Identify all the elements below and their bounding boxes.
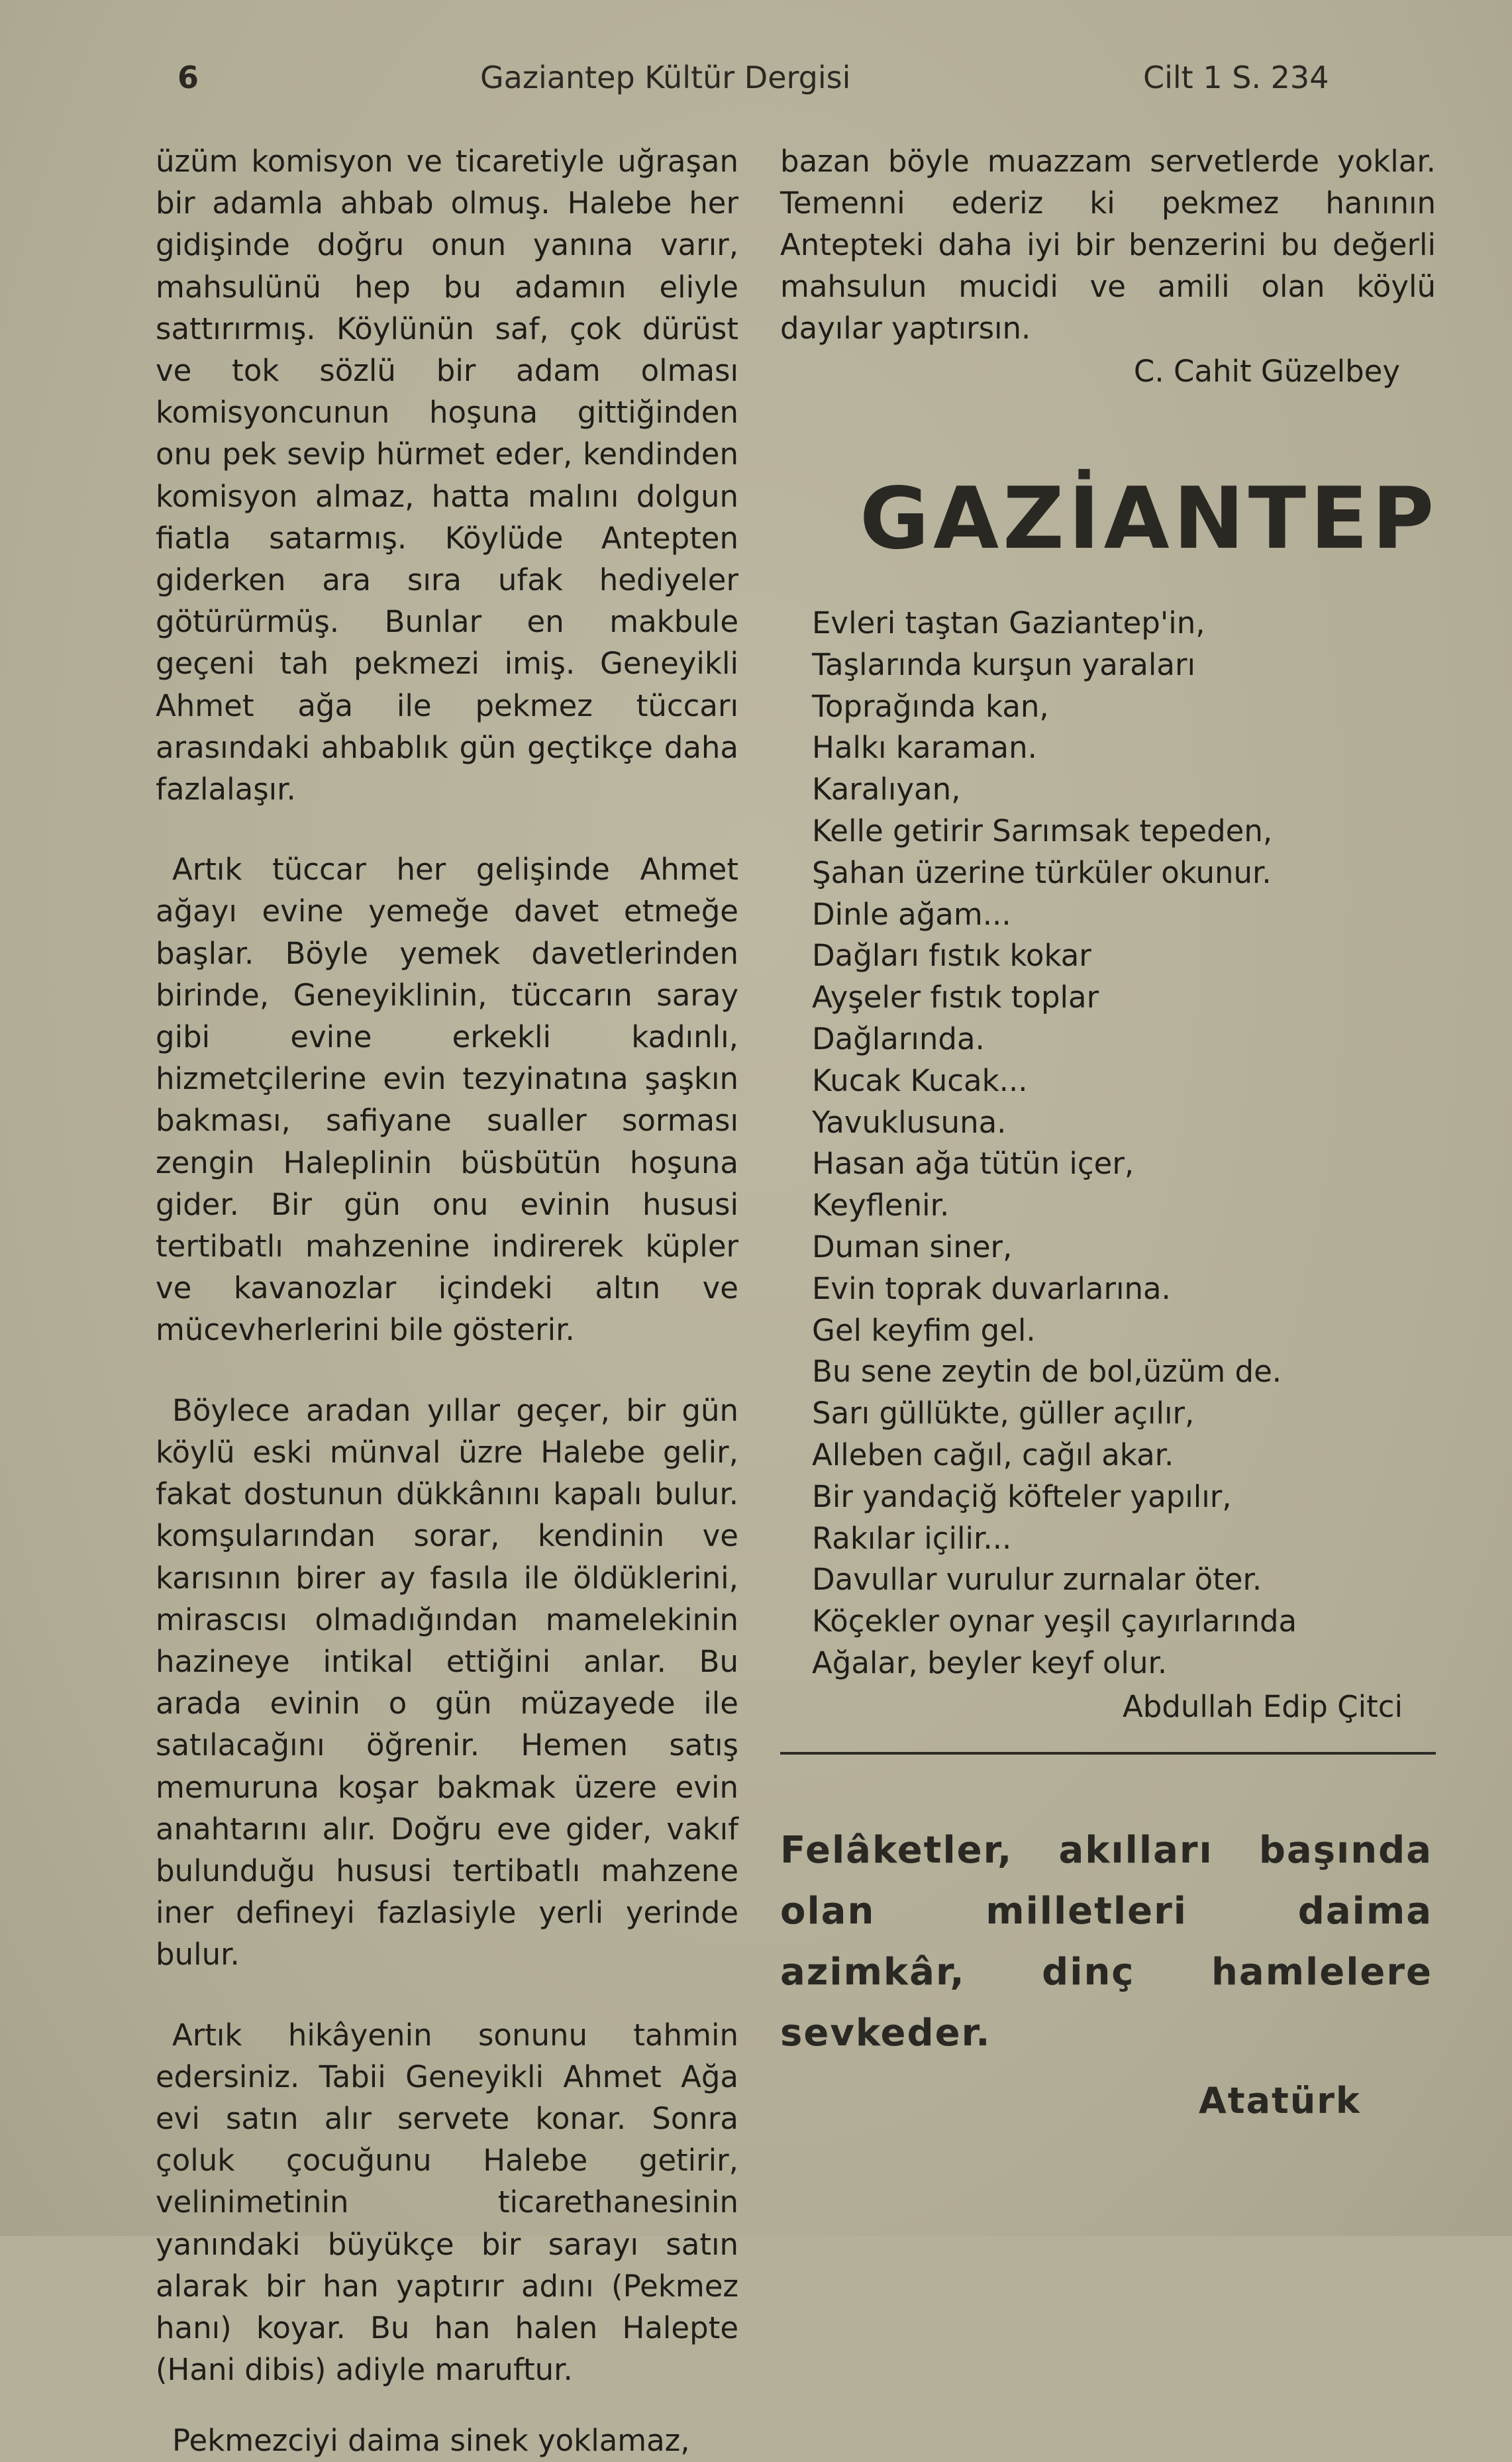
poem-line: Hasan ağa tütün içer, xyxy=(812,1146,1134,1182)
quote-author: Atatürk xyxy=(1199,2080,1361,2122)
poem-line: Evleri taştan Gaziantep'in, xyxy=(812,605,1205,641)
right-column xyxy=(780,140,1436,392)
divider-rule xyxy=(780,1752,1436,1755)
article-continuation: bazan böyle muazzam servetlerde yoklar. Temenni ederiz ki pekmez hanının Antepteki daha iyi bir benzerini bu değerli mahsulun mucidi ve amili olan köylü dayılar yaptırsın. xyxy=(780,144,1436,346)
article-paragraph: Böylece aradan yıllar geçer, bir gün köylü eski münval üzre Halebe gelir, fakat dostunun dükkânını kapalı bulur. komşularından sorar, kendinin ve karısının birer ay fasıla ile öldüklerini, mirascısı olmadığından mamelekinin hazineye intikal ettiğini anlar. Bu arada evinin o gün müzayede ile satılacağını öğrenir. Hemen satış memuruna koşar bakmak üzere evin anahtarını alır. Doğru eve gider, vakıf bulunduğu hususi tertibatlı mahzene iner defineyi fazlasiyle yerli yerinde bulur. xyxy=(156,1392,738,1973)
poem-line: Şahan üzerine türküler okunur. xyxy=(812,854,1272,890)
article-paragraph: Artık hikâyenin sonunu tahmin edersiniz. Tabii Geneyikli Ahmet Ağa evi satın alır servete konar. Sonra çoluk çocuğunu Halebe getirir, velinimetinin ticarethanesinin yanındaki büyükçe bir sarayı satın alarak bir han yaptırır adını (Pekmez hanı) koyar. Bu han halen Halepte (Hani dibis) adiyle maruftur. xyxy=(156,2017,738,2388)
poem-line: Dağları fıstık kokar xyxy=(812,938,1091,974)
poem-title: GAZİANTEP xyxy=(860,470,1438,568)
poem-line: Karalıyan, xyxy=(812,772,961,807)
poem-line: Duman siner, xyxy=(812,1229,1013,1264)
poem-line: Alleben cağıl, cağıl akar. xyxy=(812,1437,1174,1472)
article-paragraph: üzüm komisyon ve ticaretiyle uğraşan bir adamla ahbab olmuş. Halebe her gidişinde doğru onun yanına varır, mahsulünü hep bu adamın eliyle sattırırmış. Köylünün saf, çok dürüst ve tok sözlü bir adam olması komisyoncunun hoşuna gittiğinden onu pek sevip hürmet eder, kendinden komisyon almaz, hatta malını dolgun fiatla satarmış. Köylüde Antepten giderken ara sıra ufak hediyeler götürürmüş. Bunlar en makbule geçeni tah pekmezi imiş. Geneyikli Ahmet ağa ile pekmez tüccarı arasındaki ahbablık gün geçtikçe daha fazlalaşır. xyxy=(156,144,738,807)
poem-line: Bu sene zeytin de bol,üzüm de. xyxy=(812,1354,1282,1390)
poem-line: Evin toprak duvarlarına. xyxy=(812,1270,1171,1306)
ataturk-quote: Felâketler, akılları başında olan milletleri daima azimkâr, dinç hamlelere sevkeder. xyxy=(780,1829,1433,2055)
poem-body xyxy=(812,603,1435,1684)
poem-line: Kelle getirir Sarımsak tepeden, xyxy=(812,813,1273,848)
article-author: C. Cahit Güzelbey xyxy=(1133,354,1400,389)
issue-info: Cilt 1 S. 234 xyxy=(1143,60,1329,95)
poem-line: Dinle ağam... xyxy=(812,896,1011,932)
poem-line: Sarı güllükte, güller açılır, xyxy=(812,1396,1195,1431)
poem-line: Taşlarında kurşun yaraları xyxy=(812,646,1195,682)
poem-line: Gel keyfim gel. xyxy=(812,1312,1036,1348)
poem-line: Yavuklusuna. xyxy=(812,1104,1007,1140)
poem-line: Ayşeler fıstık toplar xyxy=(812,980,1099,1015)
poem-author: Abdullah Edip Çitci xyxy=(1122,1689,1403,1724)
poem-line: Kucak Kucak... xyxy=(812,1062,1028,1098)
page-number: 6 xyxy=(177,60,199,95)
poem-line: Bir yandaçiğ köfteler yapılır, xyxy=(812,1478,1232,1514)
poem-line: Köçekler oynar yeşil çayırlarında xyxy=(812,1604,1297,1639)
poem-line: Rakılar içilir... xyxy=(812,1520,1012,1556)
left-column xyxy=(156,140,738,2462)
poem-line: Dağlarında. xyxy=(812,1021,985,1056)
poem-line: Ağalar, beyler keyf olur. xyxy=(812,1645,1168,1680)
article-paragraph: Artık tüccar her gelişinde Ahmet ağayı evine yemeğe davet etmeğe başlar. Böyle yemek davetlerinden birinde, Geneyiklinin, tüccarın saray gibi evine erkekli kadınlı, hizmetçilerine evin tezyinatına şaşkın bakması, safiyane sualler sorması zengin Haleplinin büsbütün hoşuna gider. Bir gün onu evinin hususi tertibatlı mahzenine indirerek küpler ve kavanozlar içindeki altın ve mücevherlerini bile gösterir. xyxy=(156,852,738,1348)
poem-line: Davullar vurulur zurnalar öter. xyxy=(812,1562,1262,1598)
journal-title: Gaziantep Kültür Dergisi xyxy=(480,60,851,95)
article-paragraph: Pekmezciyi daima sinek yoklamaz, xyxy=(172,2423,690,2459)
poem-line: Keyflenir. xyxy=(812,1188,950,1223)
poem-line: Halkı karaman. xyxy=(812,730,1037,766)
poem-line: Toprağında kan, xyxy=(812,688,1049,724)
